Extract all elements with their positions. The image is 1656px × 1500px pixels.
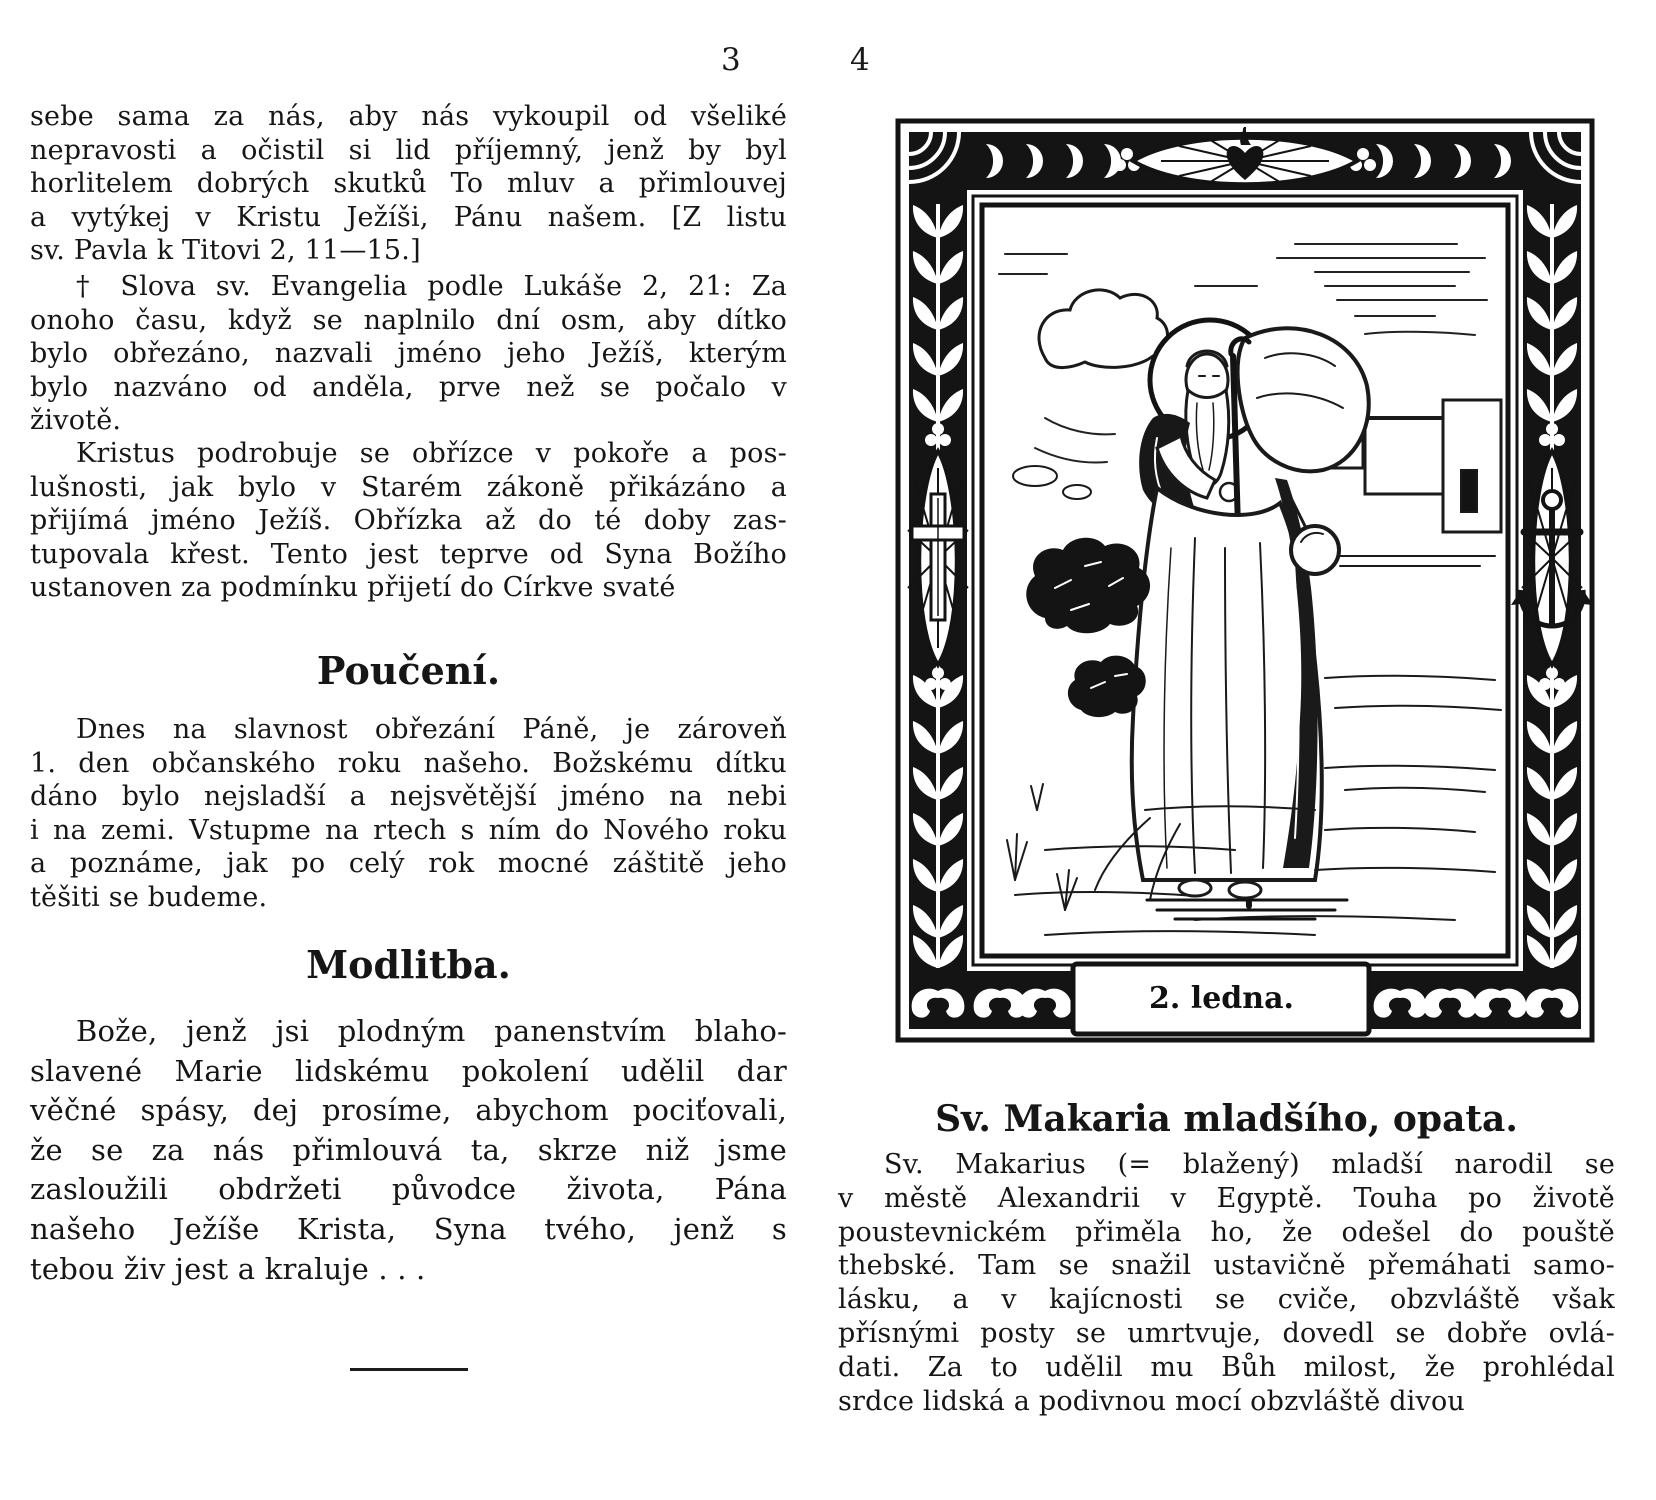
paragraph-modlitba bbox=[30, 1012, 787, 1289]
text-line: Sv. Makarius (= blažený) mladší narodil se bbox=[884, 1149, 1615, 1180]
text-line: onoho času, když se naplnilo dní osm, aby dítko bbox=[30, 304, 787, 336]
text-line: slavené Marie lidskému pokolení udělil dar bbox=[30, 1053, 787, 1088]
text-line: přísnými posty se umrtvuje, dovedl se dobře ovlá- bbox=[838, 1317, 1615, 1349]
heading-pouceni: Poučení. bbox=[316, 648, 501, 693]
text-line: že se za nás přimlouvá ta, skrze niž jsme bbox=[30, 1132, 787, 1167]
text-line: sebe sama za nás, aby nás vykoupil od všeliké bbox=[30, 101, 787, 132]
text-line: Kristus podrobuje se obřízce v pokoře a pos- bbox=[76, 438, 787, 469]
text-line: dáno bylo nejsladší a nejsvětější jméno na nebi bbox=[30, 781, 787, 812]
text-line: věčné spásy, dej prosíme, abychom pociťovali, bbox=[30, 1093, 787, 1128]
text-line: a poznáme, jak po celý rok mocné záštitě jeho bbox=[30, 848, 787, 879]
text-line: zasloužili obdržeti původce života, Pána bbox=[30, 1172, 787, 1207]
text-line: našeho Ježíše Krista, Syna tvého, jenž s bbox=[30, 1211, 787, 1246]
text-line: těšiti se budeme. bbox=[30, 881, 268, 913]
text-line: thebské. Tam se snažil ustavičně přemáhati samo- bbox=[838, 1250, 1615, 1282]
text-line: Bože, jenž jsi plodným panenstvím blaho- bbox=[76, 1014, 787, 1048]
saint-macarius-engraving bbox=[987, 210, 1503, 951]
foot bbox=[1229, 882, 1261, 898]
text-line: bylo obřezáno, nazvali jméno jeho Ježíš, kterým bbox=[30, 338, 787, 369]
text-line: srdce lidská a podivnou mocí obzvláště divou bbox=[838, 1385, 1466, 1417]
foot bbox=[1179, 880, 1211, 896]
text-line: tebou živ jest a kraluje . . . bbox=[30, 1251, 426, 1286]
heading-makaria: Sv. Makaria mladšího, opata. bbox=[935, 1098, 1518, 1140]
paragraph-pouceni bbox=[30, 713, 787, 914]
text-line: dati. Za to udělil mu Bůh milost, že prohlédal bbox=[838, 1351, 1615, 1383]
text-line: životě. bbox=[30, 405, 122, 436]
text-line: 1. den občanského roku našeho. Božskému dítku bbox=[30, 747, 787, 779]
paragraph-gospel bbox=[30, 270, 787, 438]
section-divider bbox=[350, 1368, 468, 1371]
text-line: poustevnickém přiměla ho, že odešel do pouště bbox=[838, 1216, 1615, 1248]
paragraph-kristus bbox=[30, 437, 787, 605]
text-line: horlitelem dobrých skutků To mluv a přimlouvej bbox=[30, 168, 787, 199]
page-number-right: 4 bbox=[850, 42, 870, 78]
bush bbox=[1068, 656, 1146, 717]
text-line: i na zemi. Vstupme na rtech s ním do Nového roku bbox=[30, 814, 787, 846]
paragraph-continuation bbox=[30, 100, 787, 268]
text-line: tupovala křest. Tento jest teprve od Syna Božího bbox=[30, 538, 787, 570]
text-line: přijímá jméno Ježíš. Obřízka až do té doby zas- bbox=[30, 505, 787, 536]
holy-card-illustration bbox=[895, 118, 1595, 1043]
text-line: nepravosti a očistil si lid příjemný, jenž by byl bbox=[30, 134, 787, 166]
text-line: lušnosti, jak bylo v Starém zákoně přikázáno a bbox=[30, 471, 787, 503]
text-line: a vytýkej v Kristu Ježíši, Pánu našem. [Z listu bbox=[30, 201, 787, 233]
page-number-left: 3 bbox=[721, 42, 741, 78]
text-line: ustanoven za podmínku přijetí do Církve svaté bbox=[30, 572, 676, 603]
text-line: Dnes na slavnost obřezání Páně, je zároveň bbox=[76, 714, 787, 745]
heading-modlitba: Modlitba. bbox=[306, 942, 511, 987]
text-line: † Slova sv. Evangelia podle Lukáše 2, 21: Za bbox=[76, 271, 787, 302]
holy-card-caption: 2. ledna. bbox=[1149, 981, 1294, 1016]
text-line: lásku, a v kajícnosti se cviče, obzvláště však bbox=[838, 1284, 1615, 1316]
paragraph-makarius bbox=[838, 1148, 1615, 1418]
text-line: bylo nazváno od anděla, prve než se počalo v bbox=[30, 371, 787, 403]
text-line: v městě Alexandrii v Egyptě. Touha po životě bbox=[838, 1182, 1615, 1214]
text-line: sv. Pavla k Titovi 2, 11—15.] bbox=[30, 235, 421, 266]
